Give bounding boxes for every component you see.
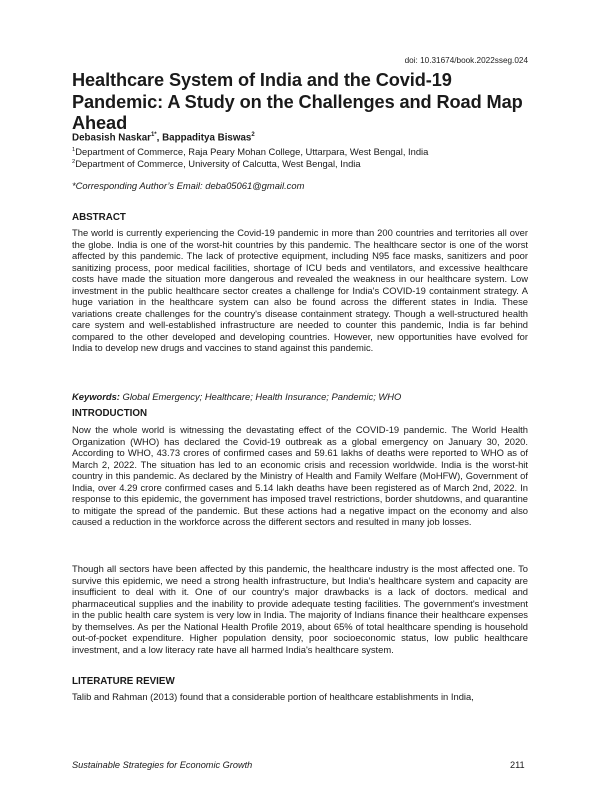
literature-review-heading: LITERATURE REVIEW: [72, 676, 175, 687]
abstract-heading: ABSTRACT: [72, 212, 126, 223]
introduction-para-2: Though all sectors have been affected by this pandemic, the healthcare industry is the most affected one. To survive this epidemic, we need a strong health infrastructure, but India's healthcare system and capacity are insufficient to deal with it. One of our country's major drawbacks is a lack of doctors. medical and pharmaceutical supplies and the inability to provide adequate testing facilities. The government's investment in the public health care system is very low in India. The majority of Indians finance their healthcare expenses by themselves. As per the National Health Profile 2019, about 65% of total healthcare spending is household out-of-pocket expenditure. Higher population density, poor socioeconomic status, low public healthcare investment, and a low literacy rate have all harmed India's healthcare system.: [72, 563, 528, 655]
affiliation-2-text: Department of Commerce, University of Calcutta, West Bengal, India: [75, 158, 361, 170]
introduction-heading: INTRODUCTION: [72, 408, 148, 419]
affiliation-2-sup: 2: [72, 159, 76, 165]
author-1: Debasish Naskar: [72, 132, 151, 144]
keywords: [72, 391, 401, 402]
affiliation-1-sup: 1: [72, 147, 76, 153]
corresponding-email: *Corresponding Author’s Email: deba05061@gmail.com: [72, 180, 305, 191]
keywords-label: Keywords:: [72, 391, 120, 402]
doi: doi: 10.31674/book.2022sseg.024: [404, 56, 528, 65]
literature-review-para-1: Talib and Rahman (2013) found that a considerable portion of healthcare establishments in India,: [72, 691, 474, 702]
author-1-sup: 1*: [150, 132, 157, 138]
introduction-para-1: Now the whole world is witnessing the devastating effect of the COVID-19 pandemic. The World Health Organization (WHO) has declared the Covid-19 outbreak as a global emergency on January 30, 2020. According to WHO, 43.73 crores of confirmed cases and 59.61 lakhs of deaths were reported to WHO as of March 2, 2022. The situation has led to an economic crisis and recession worldwide. India is the worst-hit country in this pandemic. As declared by the Ministry of Health and Family Welfare (MoHFW), Government of India, over 4.29 crore confirmed cases and 5.14 lakh deaths have been registered as of March 2nd, 2022. In response to this epidemic, the government has imposed travel restrictions, border shutdowns, and quarantine to mitigate the spread of the pandemic. But these actions had a negative impact on the economy and also caused a reduction in the workforce across the different sectors and resulted in many job losses.: [72, 424, 528, 528]
affiliation-2: [72, 157, 361, 170]
abstract-text: The world is currently experiencing the Covid-19 pandemic in more than 200 countries and territories all over the globe. India is one of the worst-hit countries by this pandemic. The healthcare sector is one of the worst affected by this pandemic. The lack of protective equipment, including N95 face masks, sanitizers and poor sanitizing process, poor medical facilities, shortage of ICU beds and ventilators, and excessive healthcare costs have made the situation more dangerous and revealed the weakness in our healthcare system. Low investment in the public healthcare sector creates a challenge for India's COVID-19 containment strategy. A huge variation in the healthcare system can also be found across the different states in India. These variations create challenges for the country's disease containment strategy. Though a well-structured health care system and well-established infrastructure are needed to counter this pandemic, India is far behind compared to the other developed and developing countries. However, new opportunities have evolved for India to develop new drugs and vaccines to stand against this pandemic.: [72, 227, 528, 354]
paper-title: Healthcare System of India and the Covid-19 Pandemic: A Study on the Challenges and Road Map Ahead: [72, 70, 523, 133]
author-2: Bappaditya Biswas: [162, 132, 252, 144]
author-separator: ,: [156, 132, 163, 144]
affiliation-1-text: Department of Commerce, Raja Peary Mohan College, Uttarpara, West Bengal, India: [75, 146, 429, 158]
footer-page-number: 211: [510, 760, 525, 770]
footer-book-title: Sustainable Strategies for Economic Growth: [72, 760, 253, 770]
authors: [72, 132, 255, 143]
author-2-sup: 2: [251, 132, 255, 138]
keywords-values: Global Emergency; Healthcare; Health Insurance; Pandemic; WHO: [119, 391, 402, 402]
affiliation-1: [72, 145, 428, 158]
